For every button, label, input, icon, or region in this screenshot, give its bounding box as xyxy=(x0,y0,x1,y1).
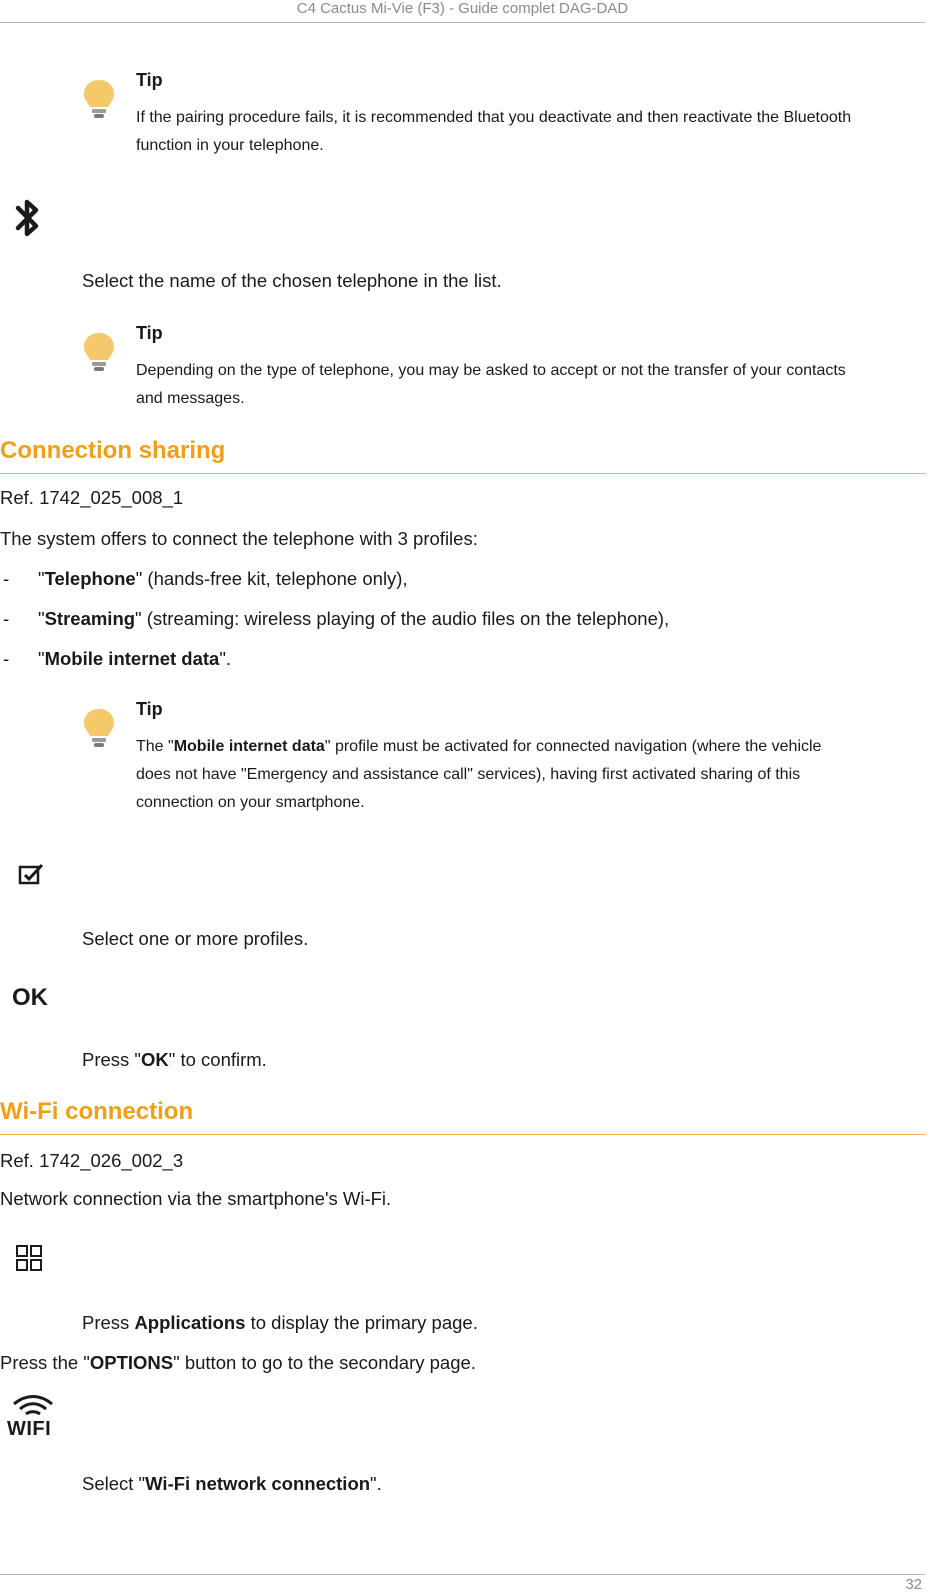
tip-title: Tip xyxy=(136,323,163,343)
section-intro: The system offers to connect the telephone with 3 profiles: xyxy=(0,528,478,549)
section-divider xyxy=(0,473,925,474)
bullet-dash: - xyxy=(3,608,10,629)
checkbox-icon xyxy=(18,862,46,888)
bullet-dash: - xyxy=(3,568,10,589)
reference-code: Ref. 1742_025_008_1 xyxy=(0,487,184,508)
header-divider xyxy=(0,22,925,23)
section-intro: Network connection via the smartphone's Wi-Fi. xyxy=(0,1188,392,1209)
page-number: 32 xyxy=(905,1576,922,1593)
section-heading-connection-sharing: Connection sharing xyxy=(0,437,226,464)
bullet-item-telephone: "Telephone" (hands-free kit, telephone only), xyxy=(38,568,408,589)
reference-code: Ref. 1742_026_002_3 xyxy=(0,1150,184,1171)
lightbulb-icon xyxy=(82,331,116,373)
step-select-telephone: Select the name of the chosen telephone in the list. xyxy=(82,270,502,291)
applications-grid-icon xyxy=(15,1244,43,1272)
document-header-title: C4 Cactus Mi-Vie (F3) - Guide complet DAG-DAD xyxy=(296,0,629,17)
lightbulb-icon xyxy=(82,707,116,749)
bluetooth-icon xyxy=(14,196,42,242)
bullet-dash: - xyxy=(3,648,10,669)
step-press-ok: Press "OK" to confirm. xyxy=(82,1049,267,1070)
tip-text: Depending on the type of telephone, you may be asked to accept or not the transfer of your contacts and messages. xyxy=(136,362,846,407)
step-press-options: Press the "OPTIONS" button to go to the secondary page. xyxy=(0,1352,476,1373)
tip-text: If the pairing procedure fails, it is recommended that you deactivate and then reactivate the Bluetooth function in your telephone. xyxy=(136,109,852,154)
bullet-item-mobile-data: "Mobile internet data". xyxy=(38,648,232,669)
step-select-wifi: Select "Wi-Fi network connection". xyxy=(82,1473,382,1494)
tip-title: Tip xyxy=(136,70,163,90)
tip-text: The "Mobile internet data" profile must be activated for connected navigation (where the vehicle does not have "Emergency and assistance call" services), having first activated sharing of this connection on your smartphone. xyxy=(136,738,822,811)
step-press-applications: Press Applications to display the primary page. xyxy=(82,1312,478,1333)
wifi-icon-label: WIFI xyxy=(7,1418,52,1440)
footer-divider xyxy=(0,1574,925,1575)
ok-icon: OK xyxy=(12,984,48,1011)
section-heading-wifi-connection: Wi-Fi connection xyxy=(0,1098,194,1125)
bullet-item-streaming: "Streaming" (streaming: wireless playing of the audio files on the telephone), xyxy=(38,608,670,629)
wifi-signal-icon xyxy=(10,1395,56,1417)
lightbulb-icon xyxy=(82,78,116,120)
tip-title: Tip xyxy=(136,699,163,719)
section-divider xyxy=(0,1134,925,1135)
step-select-profiles: Select one or more profiles. xyxy=(82,928,309,949)
